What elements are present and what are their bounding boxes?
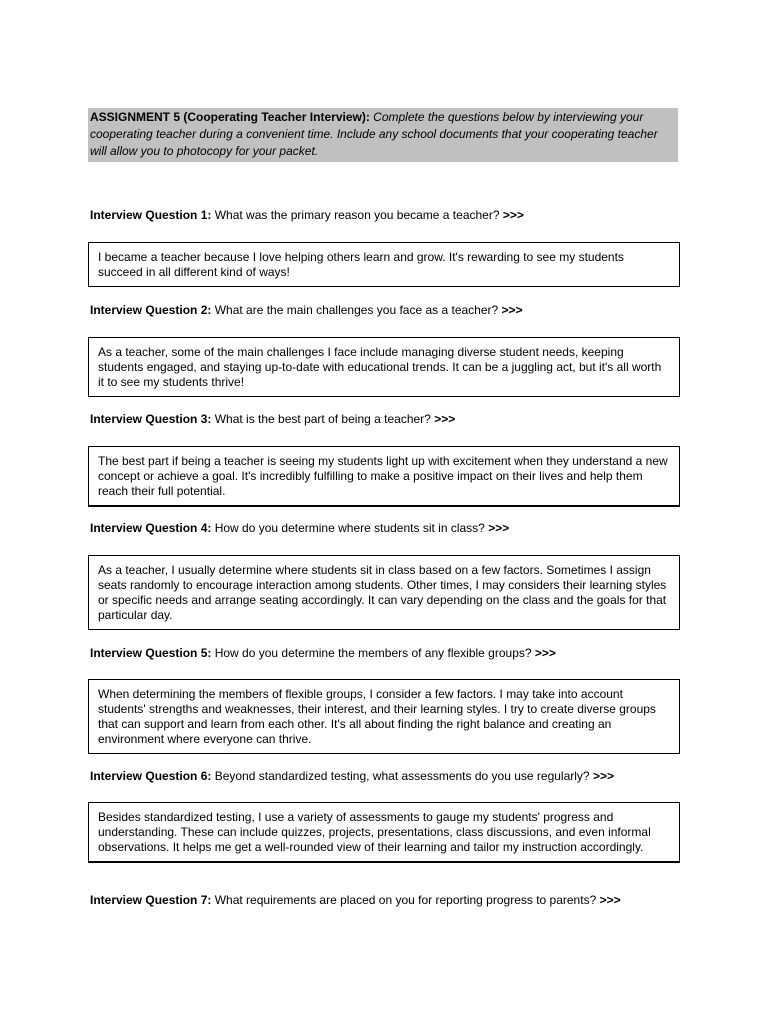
- question-marker: >>>: [599, 893, 621, 907]
- answer-box-1: I became a teacher because I love helping others learn and grow. It's rewarding to see my students succeed in all different kind of ways!: [88, 242, 680, 287]
- answer-box-2: As a teacher, some of the main challenges I face include managing diverse student needs, keeping students engaged, and staying up-to-date with educational trends. It can be a juggling act, but it's all worth it to see my students thrive!: [88, 337, 680, 397]
- question-text: What requirements are placed on you for reporting progress to parents?: [214, 893, 597, 907]
- assignment-header: [88, 108, 678, 162]
- answer-box-6: Besides standardized testing, I use a variety of assessments to gauge my students' progress and understanding. These can include quizzes, projects, presentations, class discussions, and even informal observations. It helps me get a well-rounded view of their learning and tailor my instruction accordingly.: [88, 802, 680, 863]
- question-1: [90, 208, 690, 223]
- question-6: [90, 769, 690, 784]
- question-text: What are the main challenges you face as a teacher?: [214, 303, 499, 317]
- question-label: Interview Question 6:: [90, 769, 212, 783]
- question-5: [90, 646, 690, 661]
- question-label: Interview Question 5:: [90, 646, 212, 660]
- assignment-instructions: Complete the questions below by interviewing your cooperating teacher during a convenient time. Include any school documents that your cooperating teacher will allow you to photocopy for your packet.: [90, 110, 658, 158]
- question-4: [90, 521, 690, 536]
- question-marker: >>>: [534, 646, 556, 660]
- question-marker: >>>: [592, 769, 614, 783]
- question-text: Beyond standardized testing, what assessments do you use regularly?: [214, 769, 590, 783]
- answer-box-4: As a teacher, I usually determine where students sit in class based on a few factors. Sometimes I assign seats randomly to encourage interaction among students. Other times, I may considers their learning styles or specific needs and arrange seating accordingly. It can vary depending on the class and the goals for that particular day.: [88, 555, 680, 630]
- question-label: Interview Question 1:: [90, 208, 212, 222]
- question-3: [90, 412, 690, 427]
- question-label: Interview Question 7:: [90, 893, 212, 907]
- answer-box-3: The best part if being a teacher is seeing my students light up with excitement when they understand a new concept or achieve a goal. It's incredibly fulfilling to make a positive impact on their lives and help them reach their full potential.: [88, 446, 680, 507]
- question-2: [90, 303, 690, 318]
- question-text: What is the best part of being a teacher?: [214, 412, 431, 426]
- question-label: Interview Question 4:: [90, 521, 212, 535]
- question-7: [90, 893, 690, 908]
- assignment-title: ASSIGNMENT 5 (Cooperating Teacher Interview):: [90, 110, 370, 124]
- question-text: What was the primary reason you became a teacher?: [214, 208, 500, 222]
- question-label: Interview Question 2:: [90, 303, 212, 317]
- question-text: How do you determine where students sit in class?: [214, 521, 485, 535]
- question-marker: >>>: [434, 412, 456, 426]
- question-marker: >>>: [502, 208, 524, 222]
- question-marker: >>>: [488, 521, 510, 535]
- question-text: How do you determine the members of any flexible groups?: [214, 646, 532, 660]
- question-marker: >>>: [501, 303, 523, 317]
- answer-box-5: When determining the members of flexible groups, I consider a few factors. I may take into account students' strengths and weaknesses, their interest, and their learning styles. I try to create diverse groups that can support and learn from each other. It's all about finding the right balance and creating an environment where everyone can thrive.: [88, 679, 680, 754]
- question-label: Interview Question 3:: [90, 412, 212, 426]
